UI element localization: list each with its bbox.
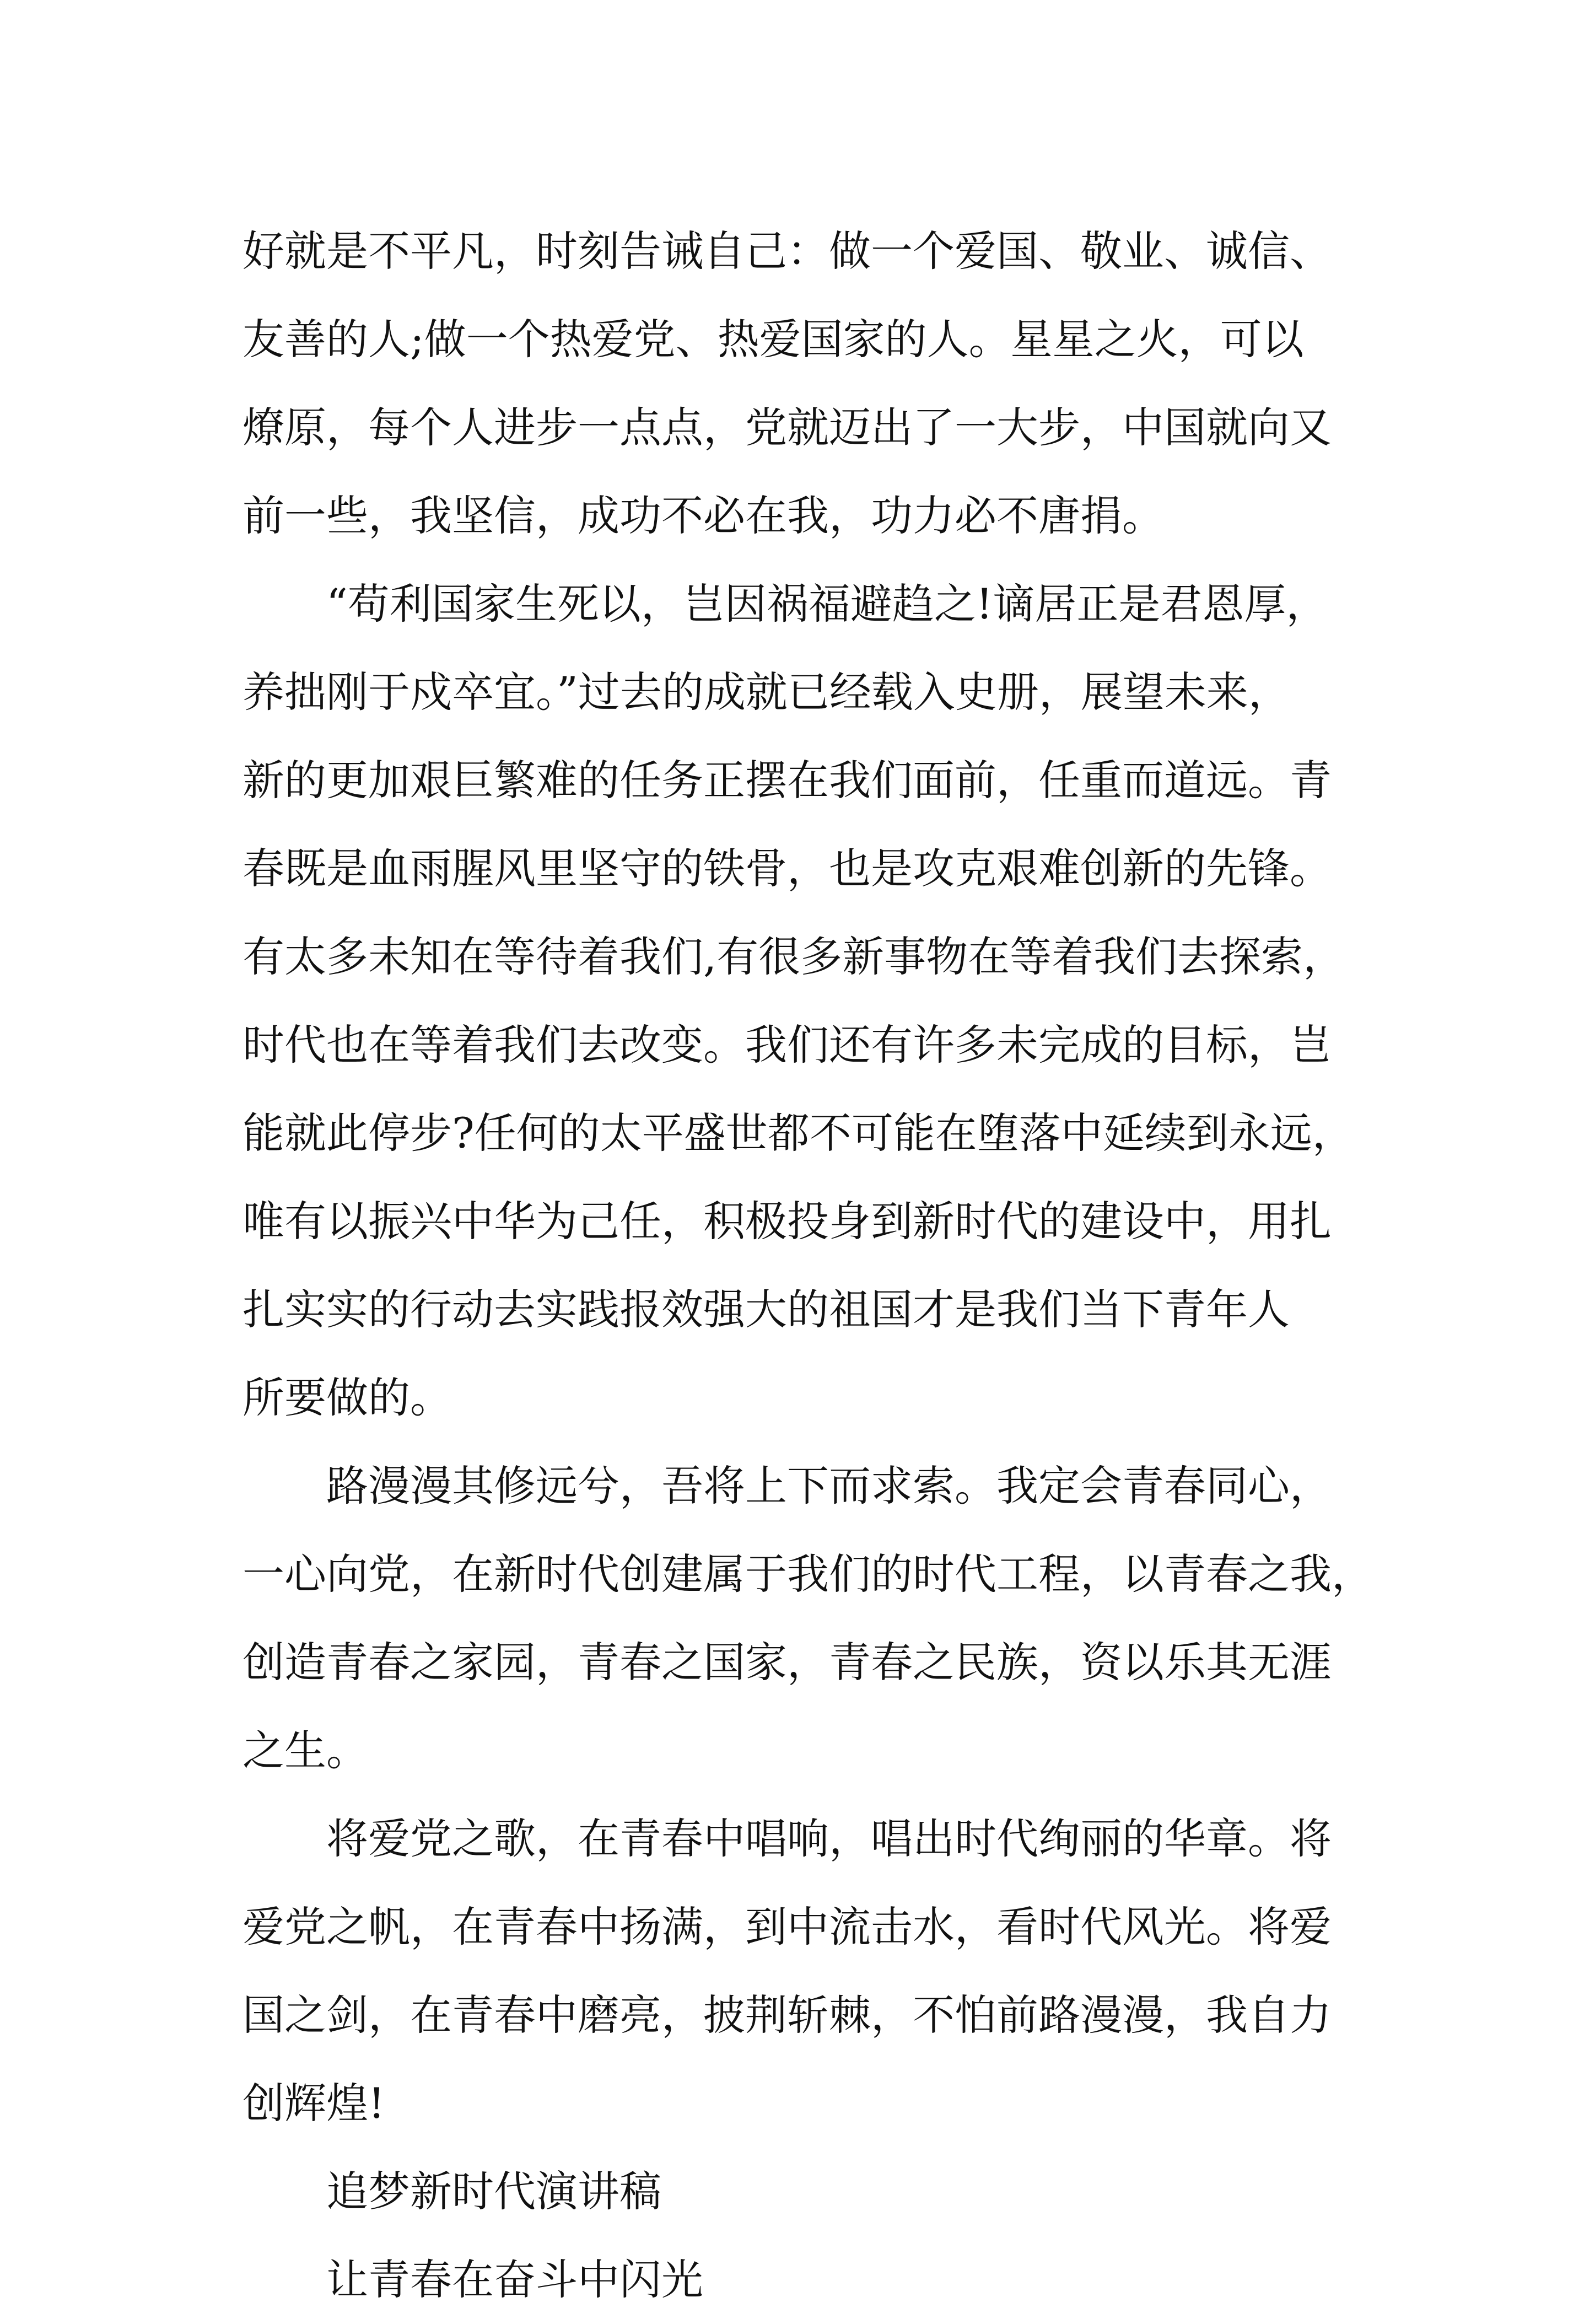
document-body [243,207,1378,2324]
text-line-21: 国之剑，在青春中磨亮，披荆斩棘，不怕前路漫漫，我自力 [243,1991,1332,2040]
text-line-4: 前一些，我坚信，成功不必在我，功力必不唐捐。 [243,491,1164,540]
text-line-5: “苟利国家生死以，岂因祸福避趋之!谪居正是君恩厚， [326,579,1328,628]
text-line-15: 路漫漫其修远兮，吾将上下而求索。我定会青春同心， [326,1461,1332,1510]
heading-line-1: 追梦新时代演讲稿 [326,2167,661,2216]
text-line-9: 有太多未知在等待着我们,有很多新事物在等着我们去探索， [243,932,1345,981]
text-line-12: 唯有以振兴中华为己任，积极投身到新时代的建设中，用扎 [243,1197,1332,1246]
text-line-22: 创辉煌! [243,2079,385,2128]
text-line-20: 爱党之帆，在青春中扬满，到中流击水，看时代风光。将爱 [243,1902,1332,1951]
text-line-2: 友善的人;做一个热爱党、热爱国家的人。星星之火，可以 [243,315,1304,364]
text-line-6: 养拙刚于戍卒宜。”过去的成就已经载入史册，展望未来， [243,668,1290,717]
text-line-10: 时代也在等着我们去改变。我们还有许多未完成的目标，岂 [243,1020,1332,1069]
text-line-8: 春既是血雨腥风里坚守的铁骨，也是攻克艰难创新的先锋。 [243,844,1332,893]
text-line-14: 所要做的。 [243,1373,452,1422]
text-line-3: 燎原，每个人进步一点点，党就迈出了一大步，中国就向又 [243,403,1332,452]
text-line-13: 扎实实的行动去实践报效强大的祖国才是我们当下青年人 [243,1285,1290,1334]
heading-line-2: 让青春在奋斗中闪光 [326,2255,703,2304]
text-line-19: 将爱党之歌，在青春中唱响，唱出时代绚丽的华章。将 [326,1814,1332,1863]
text-line-1: 好就是不平凡，时刻告诫自己：做一个爱国、敬业、诚信、 [243,227,1332,276]
text-line-7: 新的更加艰巨繁难的任务正摆在我们面前，任重而道远。青 [243,756,1332,805]
text-line-16: 一心向党，在新时代创建属于我们的时代工程，以青春之我， [243,1550,1373,1599]
text-line-18: 之生。 [243,1726,368,1775]
text-line-11: 能就此停步?任何的太平盛世都不可能在堕落中延续到永远， [243,1109,1354,1158]
text-line-17: 创造青春之家园，青春之国家，青春之民族，资以乐其无涯 [243,1638,1332,1687]
